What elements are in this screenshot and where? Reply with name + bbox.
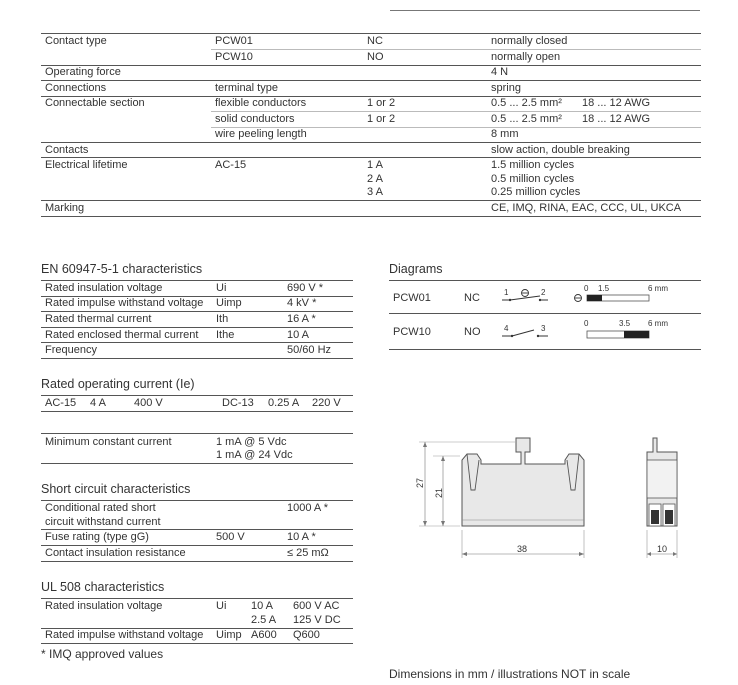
row-symbol: Uimp	[216, 629, 242, 641]
stroke-label: 6 mm	[648, 319, 668, 328]
section-title: Short circuit characteristics	[41, 482, 191, 496]
terminal-label: 3	[541, 324, 546, 333]
row-symbol: Uimp	[216, 297, 242, 309]
table-rule	[41, 395, 353, 396]
row-label: Conditional rated short	[45, 502, 156, 514]
cell-label: Connections	[45, 82, 107, 94]
cell-value: slow action, double breaking	[491, 144, 630, 156]
table-rule	[211, 49, 701, 50]
cell-value: 8 mm	[491, 128, 519, 140]
row-label: Rated insulation voltage	[45, 282, 163, 294]
diagram-name: PCW10	[393, 326, 431, 338]
stroke-label: 0	[584, 319, 589, 328]
row-symbol: Ith	[216, 313, 229, 325]
table-rule	[41, 280, 353, 281]
row-symbol: 500 V	[216, 531, 245, 543]
cell-qty: 1 A	[367, 159, 383, 171]
cell-label: Contact type	[45, 35, 107, 47]
cell-value-awg: 18 ... 12 AWG	[582, 113, 651, 125]
row-symbol: Ithe	[216, 329, 235, 341]
cell-label: Operating force	[45, 66, 121, 78]
stroke-diagram-pcw01	[572, 283, 692, 305]
table-rule	[389, 313, 701, 314]
table-rule	[41, 80, 701, 81]
cell-type: terminal type	[215, 82, 278, 94]
table-rule	[41, 65, 701, 66]
cell-type: PCW01	[215, 35, 253, 47]
cell-label: Contacts	[45, 144, 89, 156]
cell-type: wire peeling length	[215, 128, 307, 140]
cell-label: Marking	[45, 202, 85, 214]
cell: 0.25 A	[268, 397, 300, 409]
section-title: Rated operating current (Ie)	[41, 377, 195, 391]
front-view-drawing	[405, 430, 615, 570]
cell-type: PCW10	[215, 51, 253, 63]
table-rule	[41, 500, 353, 501]
stroke-label: 3.5	[619, 319, 631, 328]
section-title: EN 60947-5-1 characteristics	[41, 262, 203, 276]
table-rule	[41, 598, 353, 599]
row-value: 4 kV *	[287, 297, 317, 309]
dimensions-caption: Dimensions in mm / illustrations NOT in scale	[389, 667, 631, 681]
row-value: Q600	[293, 629, 320, 641]
row-label: circuit withstand current	[45, 516, 161, 528]
table-rule	[389, 280, 701, 281]
dim-label: 27	[415, 477, 425, 488]
row-value: 16 A *	[287, 313, 316, 325]
row-label: Contact insulation resistance	[45, 547, 186, 559]
table-rule	[41, 342, 353, 343]
row-current: 10 A	[251, 600, 274, 612]
cell-type: AC-15	[215, 159, 247, 171]
table-rule	[41, 561, 353, 562]
cell-label: Connectable section	[45, 97, 145, 109]
terminal-label: 4	[504, 324, 509, 333]
section-title: Diagrams	[389, 262, 443, 276]
cell-qty: NO	[367, 51, 384, 63]
row-value: 1000 A *	[287, 502, 328, 514]
row-symbol: Ui	[216, 600, 227, 612]
dim-label: 10	[657, 544, 668, 554]
table-rule	[41, 411, 353, 412]
row-label: Rated impulse withstand voltage	[45, 297, 204, 309]
terminal-label: 1	[504, 288, 509, 297]
cell: 400 V	[134, 397, 163, 409]
cell-value: 0.25 million cycles	[491, 186, 581, 198]
footnote: * IMQ approved values	[41, 647, 164, 661]
table-rule	[41, 327, 353, 328]
cell-value: CE, IMQ, RINA, EAC, CCC, UL, UKCA	[491, 202, 682, 214]
table-rule	[41, 311, 353, 312]
table-rule	[41, 142, 701, 143]
cell-qty: 1 or 2	[367, 113, 396, 125]
row-value: 50/60 Hz	[287, 344, 332, 356]
table-rule	[41, 358, 353, 359]
stroke-diagram-pcw10	[572, 317, 692, 343]
table-rule	[389, 349, 701, 350]
cell: 4 A	[90, 397, 106, 409]
cell-qty: 1 or 2	[367, 97, 396, 109]
row-value: 1 mA @ 5 Vdc	[216, 436, 287, 448]
table-rule	[41, 157, 701, 158]
row-label: Fuse rating (type gG)	[45, 531, 149, 543]
table-rule	[41, 433, 353, 434]
row-value: 600 V AC	[293, 600, 340, 612]
table-rule	[41, 529, 353, 530]
row-label: Frequency	[45, 344, 97, 356]
no-contact-symbol	[500, 322, 552, 342]
cell: AC-15	[45, 397, 77, 409]
row-value: ≤ 25 mΩ	[287, 547, 329, 559]
dim-label: 38	[517, 544, 528, 554]
row-label: Minimum constant current	[45, 436, 172, 448]
diagram-name: PCW01	[393, 292, 431, 304]
cell: 220 V	[312, 397, 341, 409]
cell-value: normally closed	[491, 35, 568, 47]
cell-qty: 3 A	[367, 186, 383, 198]
cell-qty: NC	[367, 35, 383, 47]
row-current: A600	[251, 629, 277, 641]
cell-type: solid conductors	[215, 113, 295, 125]
cell-value: 0.5 ... 2.5 mm²	[491, 97, 562, 109]
cell-type: flexible conductors	[215, 97, 307, 109]
stroke-label: 6 mm	[648, 284, 668, 293]
stroke-label: 1.5	[598, 284, 610, 293]
table-rule	[211, 111, 701, 112]
row-value: 125 V DC	[293, 614, 341, 626]
row-label: Rated insulation voltage	[45, 600, 163, 612]
row-label: Rated thermal current	[45, 313, 152, 325]
terminal-label: 2	[541, 288, 546, 297]
stroke-label: 0	[584, 284, 589, 293]
table-rule	[41, 545, 353, 546]
cell-value: 1.5 million cycles	[491, 159, 575, 171]
row-symbol: Ui	[216, 282, 227, 294]
cell-value-awg: 18 ... 12 AWG	[582, 97, 651, 109]
dim-label: 21	[434, 487, 444, 498]
table-rule	[41, 463, 353, 464]
cell-value: 4 N	[491, 66, 509, 78]
table-rule	[41, 643, 353, 644]
cell-qty: 2 A	[367, 173, 383, 185]
table-rule	[41, 33, 701, 34]
diagram-type: NO	[464, 326, 481, 338]
side-view-drawing	[635, 432, 695, 570]
row-current: 2.5 A	[251, 614, 277, 626]
cell: DC-13	[222, 397, 254, 409]
top-rule	[390, 10, 700, 11]
cell-label: Electrical lifetime	[45, 159, 128, 171]
cell-value: 0.5 million cycles	[491, 173, 575, 185]
row-label: Rated enclosed thermal current	[45, 329, 199, 341]
row-value: 10 A *	[287, 531, 316, 543]
row-value: 1 mA @ 24 Vdc	[216, 449, 293, 461]
row-label: Rated impulse withstand voltage	[45, 629, 204, 641]
row-value: 10 A	[287, 329, 310, 341]
cell-value: normally open	[491, 51, 561, 63]
table-rule	[41, 216, 701, 217]
cell-value: 0.5 ... 2.5 mm²	[491, 113, 562, 125]
section-title: UL 508 characteristics	[41, 580, 165, 594]
nc-contact-symbol	[500, 286, 552, 310]
table-rule	[41, 200, 701, 201]
row-value: 690 V *	[287, 282, 324, 294]
diagram-type: NC	[464, 292, 480, 304]
cell-value: spring	[491, 82, 521, 94]
